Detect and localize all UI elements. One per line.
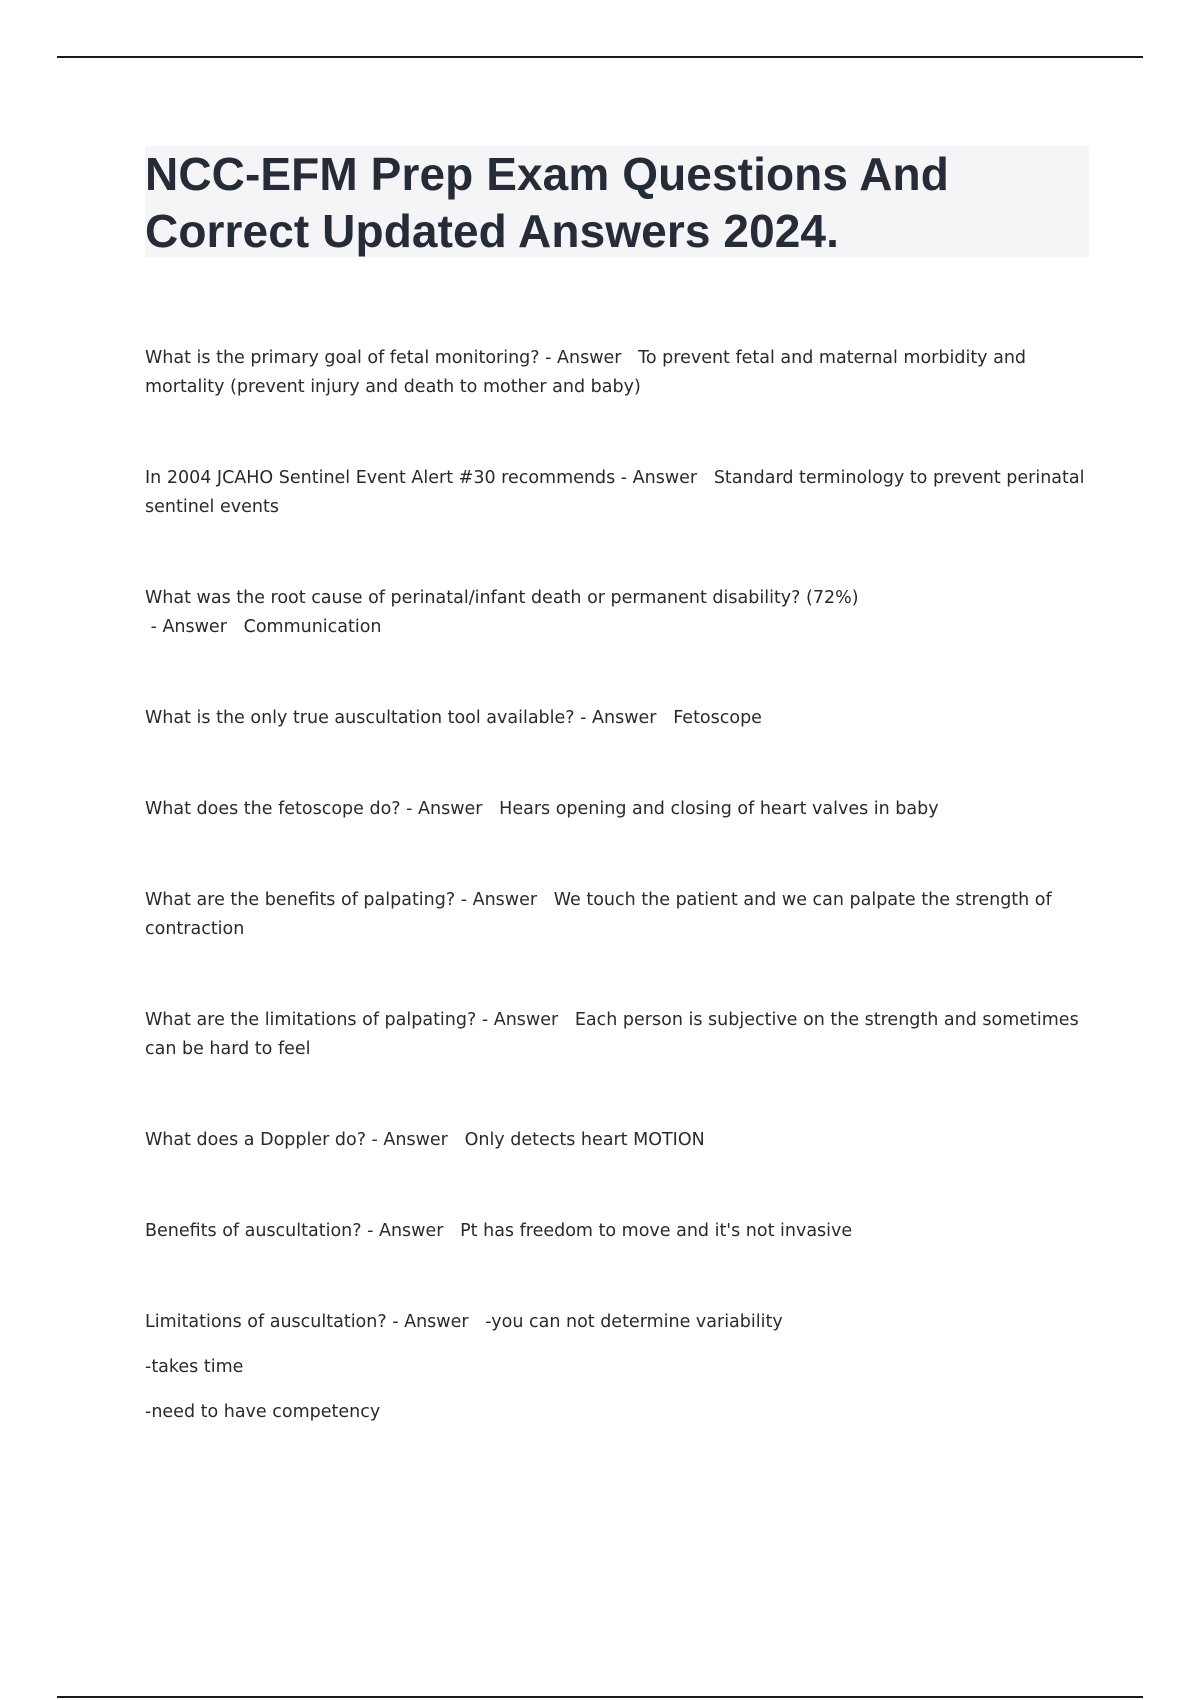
qa-item	[145, 1126, 1095, 1155]
qa-answer-label: - Answer	[400, 799, 500, 819]
document-title	[145, 146, 1089, 260]
qa-answer-label: - Answer	[361, 1221, 461, 1241]
qa-answer: Each person is subjective on the strength and sometimes can be hard to feel	[145, 1010, 1079, 1059]
qa-answer-label: - Answer	[365, 1130, 465, 1150]
qa-question: What does the fetoscope do?	[145, 799, 401, 819]
qa-answer-label: - Answer	[476, 1010, 575, 1030]
qa-list	[145, 344, 1095, 1427]
header-rule	[57, 56, 1143, 58]
qa-item	[145, 1217, 1095, 1246]
qa-item	[145, 704, 1095, 733]
qa-answer-label: - Answer	[145, 617, 244, 637]
qa-answer: To prevent fetal and maternal morbidity and mortality (prevent injury and death to mother and baby)	[145, 348, 1027, 397]
qa-item	[145, 344, 1095, 402]
qa-answer-label: - Answer	[455, 890, 554, 910]
title-line-2: Correct Updated Answers 2024.	[145, 205, 840, 257]
qa-item	[145, 584, 1095, 642]
qa-question: What is the primary goal of fetal monitoring?	[145, 348, 540, 368]
qa-question: Benefits of auscultation?	[145, 1221, 362, 1241]
qa-question: What does a Doppler do?	[145, 1130, 366, 1150]
qa-answer: Standard terminology to prevent perinatal sentinel events	[145, 468, 1085, 517]
qa-answer: Fetoscope	[673, 708, 762, 728]
qa-item	[145, 795, 1095, 824]
qa-question: What are the benefits of palpating?	[145, 890, 456, 910]
qa-question: What are the limitations of palpating?	[145, 1010, 477, 1030]
footer-rule	[57, 1696, 1143, 1698]
qa-answer-continuation: -need to have competency	[145, 1402, 381, 1422]
qa-answer: Pt has freedom to move and it's not invasive	[460, 1221, 853, 1241]
title-block	[145, 146, 1089, 257]
qa-answer-label: - Answer	[574, 708, 674, 728]
qa-answer-label: - Answer	[539, 348, 639, 368]
qa-item	[145, 1006, 1095, 1064]
qa-answer: Hears opening and closing of heart valves in baby	[499, 799, 939, 819]
qa-answer-label: - Answer	[615, 468, 714, 488]
qa-answer: Only detects heart MOTION	[464, 1130, 705, 1150]
qa-answer: We touch the patient and we can palpate the strength of contraction	[145, 890, 1052, 939]
qa-question: What was the root cause of perinatal/infant death or permanent disability? (72%)	[145, 588, 859, 608]
qa-question: Limitations of auscultation?	[145, 1312, 387, 1332]
title-line-1: NCC-EFM Prep Exam Questions And	[145, 148, 949, 200]
qa-question: In 2004 JCAHO Sentinel Event Alert #30 recommends	[145, 468, 616, 488]
qa-item	[145, 886, 1095, 944]
qa-answer-continuation: -takes time	[145, 1357, 244, 1377]
qa-answer-label: - Answer	[386, 1312, 486, 1332]
qa-answer: Communication	[243, 617, 382, 637]
qa-answer: -you can not determine variability	[485, 1312, 783, 1332]
qa-question: What is the only true auscultation tool available?	[145, 708, 575, 728]
qa-item	[145, 1308, 1095, 1427]
qa-item	[145, 464, 1095, 522]
